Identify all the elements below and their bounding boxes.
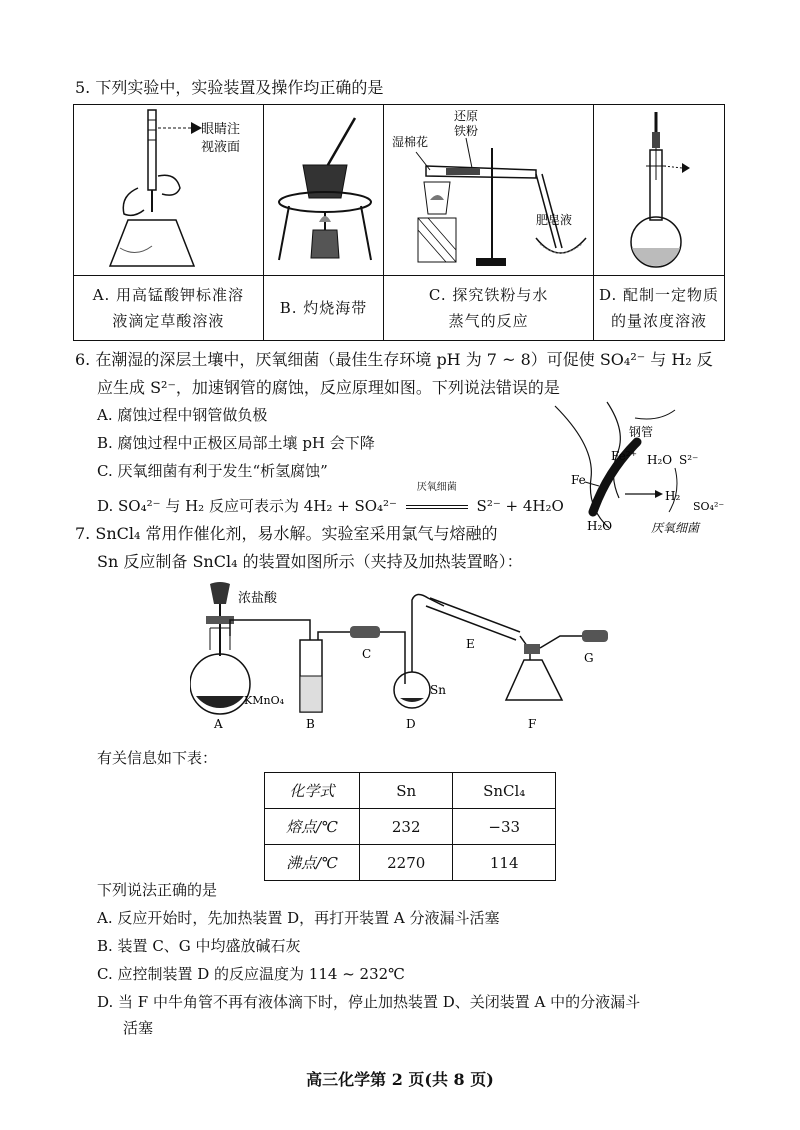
s2-label: S²⁻ <box>679 453 699 467</box>
hcl-label: 浓盐酸 <box>238 591 278 606</box>
sn-label: Sn <box>430 683 446 697</box>
label-e: E <box>466 637 475 651</box>
label-c: C <box>362 647 372 661</box>
q7-question: 下列说法正确的是 <box>97 881 218 899</box>
reaction-arrow: 厌氧细菌 <box>406 494 468 518</box>
q5-option-a: A. 用高锰酸钾标准溶 液滴定草酸溶液 <box>74 276 264 341</box>
q5-option-b: B. 灼烧海带 <box>263 276 384 341</box>
q7-stem-line1: 7. SnCl₄ 常用作催化剂，易水解。实验室采用氯气与熔融的 <box>75 524 498 543</box>
q5-figure-c <box>384 105 594 276</box>
iron-label-1: 还原 <box>454 108 479 123</box>
q7-option-c: C. 应控制装置 D 的反应温度为 114 ~ 232℃ <box>97 965 405 983</box>
volumetric-flask-figure <box>594 110 724 270</box>
q7-option-d-cont: 活塞 <box>123 1019 154 1037</box>
q7-stem-line2: Sn 反应制备 SnCl₄ 的装置如图所示（夹持及加热装置略）： <box>97 552 523 571</box>
q6-stem-line2: 应生成 S²⁻，加速钢管的腐蚀，反应原理如图。下列说法错误的是 <box>97 378 560 397</box>
label-g: G <box>584 651 594 665</box>
label-a: A <box>214 717 223 731</box>
q6-option-b: B. 腐蚀过程中正极区局部土壤 pH 会下降 <box>97 434 375 452</box>
q6-option-c: C. 厌氧细菌有利于发生“析氢腐蚀” <box>97 462 328 480</box>
eye-label-1: 眼睛注 <box>200 121 240 137</box>
table-row: 熔点/℃ 232 −33 <box>265 809 556 845</box>
q6-option-a: A. 腐蚀过程中钢管做负极 <box>97 406 268 424</box>
page-footer: 高三化学第 2 页(共 8 页) <box>306 1070 494 1089</box>
q5-figure-a <box>74 105 264 276</box>
label-b: B <box>306 717 315 731</box>
q5-stem: 5. 下列实验中，实验装置及操作均正确的是 <box>75 78 384 97</box>
crucible-heating-figure <box>265 110 383 270</box>
q5-figure-d <box>594 105 725 276</box>
q6-corrosion-figure <box>545 400 740 542</box>
fe2-label: Fe²⁺ <box>611 449 637 463</box>
q6-option-d: D. SO₄²⁻ 与 H₂ 反应可表示为 4H₂ + SO₄²⁻ 厌氧细菌 S²⁻ + 4H₂O <box>97 494 564 518</box>
iron-label-2: 铁粉 <box>454 123 479 138</box>
bacteria-label: 厌氧细菌 <box>651 521 700 535</box>
label-d: D <box>406 717 416 731</box>
h2-label: H₂ <box>665 489 681 503</box>
kmno4-label: KMnO₄ <box>244 694 284 707</box>
table-header-sn: Sn <box>360 773 453 809</box>
q7-option-a: A. 反应开始时，先加热装置 D，再打开装置 A 分液漏斗活塞 <box>97 909 500 927</box>
pipe-label: 钢管 <box>629 425 654 439</box>
fe-label: Fe <box>571 473 586 487</box>
table-header-sncl4: SnCl₄ <box>453 773 556 809</box>
h2o-top-label: H₂O <box>647 453 673 467</box>
eye-label-2: 视液面 <box>200 139 240 155</box>
q5-figure-b <box>263 105 384 276</box>
q7-data-table <box>264 772 556 881</box>
q7-apparatus-figure <box>190 580 620 735</box>
table-header-formula: 化学式 <box>265 773 360 809</box>
q5-apparatus-table <box>73 104 725 341</box>
table-row: 沸点/℃ 2270 114 <box>265 845 556 881</box>
cotton-label: 湿棉花 <box>392 134 429 149</box>
q7-info-intro: 有关信息如下表： <box>97 749 218 767</box>
q7-option-d: D. 当 F 中牛角管不再有液体滴下时，停止加热装置 D、关闭装置 A 中的分液漏斗 <box>97 993 641 1011</box>
q5-option-d: D. 配制一定物质 的量浓度溶液 <box>594 276 725 341</box>
soap-label: 肥皂液 <box>536 212 573 227</box>
q6-stem-line1: 6. 在潮湿的深层土壤中，厌氧细菌（最佳生存环境 pH 为 7 ~ 8）可促使 SO₄²⁻ 与 H₂ 反 <box>75 350 713 369</box>
h2o-bottom-label: H₂O <box>587 519 613 533</box>
titration-figure <box>76 108 261 273</box>
label-f: F <box>528 717 537 731</box>
iron-steam-figure <box>386 108 591 273</box>
so4-label: SO₄²⁻ <box>693 500 725 513</box>
q5-option-c: C. 探究铁粉与水 蒸气的反应 <box>384 276 594 341</box>
q7-option-b: B. 装置 C、G 中均盛放碱石灰 <box>97 937 301 955</box>
